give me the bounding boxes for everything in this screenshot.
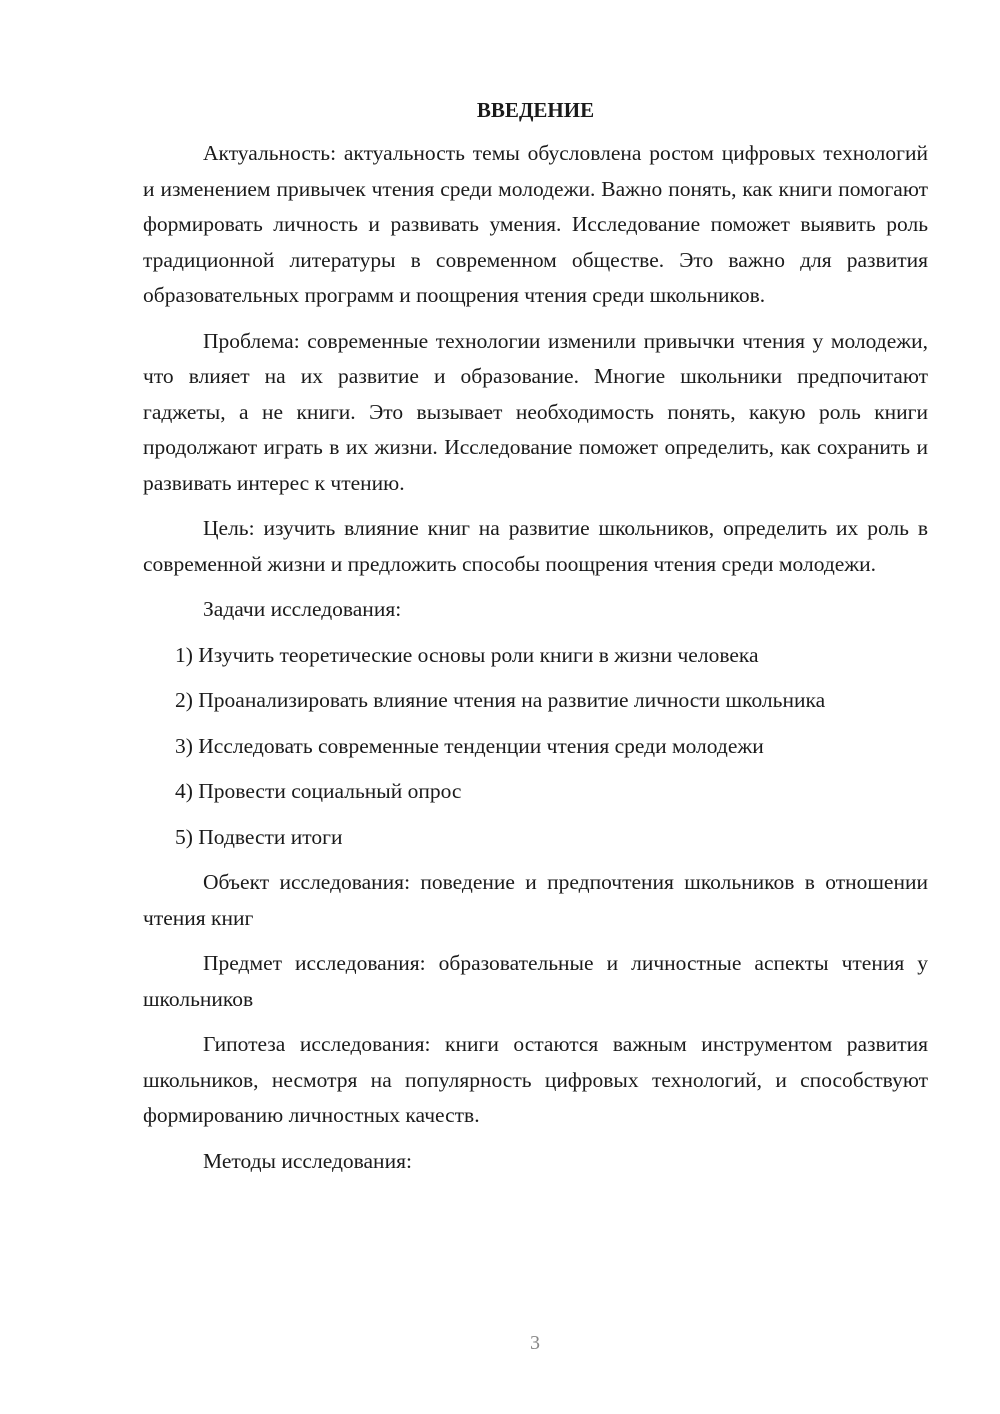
tasks-heading: Задачи исследования: bbox=[203, 597, 402, 621]
hypothesis-paragraph: Гипотеза исследования: книги остаются важным инструментом развития школьников, несмотря на популярность цифровых технологий, и способствуют формированию личностных качеств. bbox=[143, 1032, 928, 1127]
task-item: 5) Подвести итоги bbox=[175, 824, 343, 849]
goal-paragraph: Цель: изучить влияние книг на развитие школьников, определить их роль в современной жизни и предложить способы поощрения чтения среди молодежи. bbox=[143, 516, 928, 576]
task-item: 2) Проанализировать влияние чтения на развитие личности школьника bbox=[175, 688, 826, 712]
section-title: ВВЕДЕНИЕ bbox=[476, 98, 595, 122]
relevance-paragraph: Актуальность: актуальность темы обусловлена ростом цифровых технологий и изменением привычек чтения среди молодежи. Важно понять, как книги помогают формировать личность и развивать умения. Исследование поможет выявить роль традиционной литературы в современном обществе. Это важно для развития образовательных программ и поощрения чтения среди школьников. bbox=[143, 141, 928, 307]
methods-heading: Методы исследования: bbox=[203, 1148, 412, 1173]
subject-paragraph: Предмет исследования: образовательные и личностные аспекты чтения у школьников bbox=[143, 951, 928, 1011]
document-body bbox=[143, 93, 928, 1189]
task-item: 3) Исследовать современные тенденции чтения среди молодежи bbox=[175, 733, 764, 758]
task-item: 4) Провести социальный опрос bbox=[175, 779, 462, 803]
page-number: 3 bbox=[530, 1332, 540, 1354]
object-paragraph: Объект исследования: поведение и предпочтения школьников в отношении чтения книг bbox=[143, 870, 928, 930]
task-item: 1) Изучить теоретические основы роли книги в жизни человека bbox=[175, 642, 759, 667]
problem-paragraph: Проблема: современные технологии изменили привычки чтения у молодежи, что влияет на их развитие и образование. Многие школьники предпочитают гаджеты, а не книги. Это вызывает необходимость понять, какую роль книги продолжают играть в их жизни. Исследование поможет определить, как сохранить и развивать интерес к чтению. bbox=[143, 328, 928, 495]
